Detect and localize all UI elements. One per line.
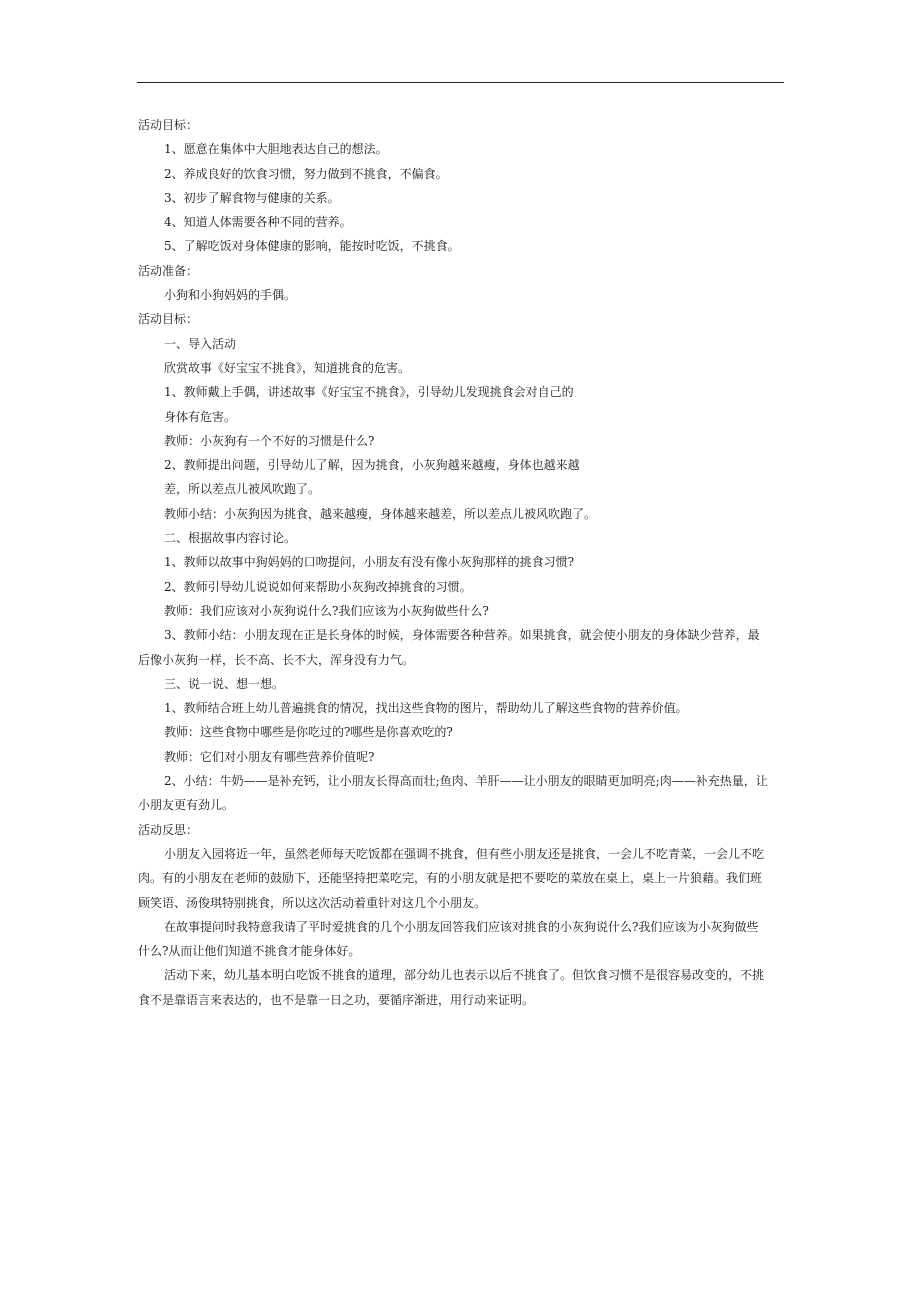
- text-line: 二、根据故事内容讨论。: [164, 531, 297, 546]
- text-line: 活动目标：: [138, 118, 199, 132]
- text-line: 教师：这些食物中哪些是你吃过的?哪些是你喜欢吃的?: [164, 725, 453, 740]
- text-line: 2、教师引导幼儿说说如何来帮助小灰狗改掉挑食的习惯。: [164, 579, 472, 594]
- text-line: 3、教师小结：小朋友现在正是长身体的时候，身体需要各种营养。如果挑食，就会使小朋友的身体缺少营养，最: [164, 628, 760, 643]
- text-line: 1、愿意在集体中大胆地表达自己的想法。: [164, 142, 388, 157]
- text-line: 4、知道人体需要各种不同的营养。: [164, 215, 352, 230]
- text-line: 5、了解吃饭对身体健康的影响，能按时吃饭，不挑食。: [164, 239, 460, 254]
- text-line: 2、小结：牛奶——是补充钙，让小朋友长得高而壮;鱼肉、羊肝——让小朋友的眼睛更加明亮;肉——补充热量，让: [164, 774, 768, 789]
- text-line: 1、教师结合班上幼儿普遍挑食的情况，找出这些食物的图片，帮助幼儿了解这些食物的营养价值。: [164, 701, 688, 716]
- text-line: 1、教师戴上手偶，讲述故事《好宝宝不挑食》，引导幼儿发现挑食会对自己的: [164, 385, 574, 400]
- document-body: [138, 113, 782, 1012]
- text-line: 在故事提问时我特意我请了平时爱挑食的几个小朋友回答我们应该对挑食的小灰狗说什么?我们应该为小灰狗做些: [164, 919, 759, 934]
- text-line: 一、导入活动: [164, 336, 237, 351]
- text-line: 三、说一说、想一想。: [164, 676, 285, 691]
- text-line: 小狗和小狗妈妈的手偶。: [164, 288, 297, 303]
- text-line: 教师：我们应该对小灰狗说什么?我们应该为小灰狗做些什么?: [164, 603, 489, 618]
- text-line: 活动反思：: [138, 822, 199, 837]
- text-line: 小朋友入园将近一年，虽然老师每天吃饭都在强调不挑食，但有些小朋友还是挑食，一会儿不吃青菜，一会儿不吃: [164, 846, 765, 861]
- text-line: 2、教师提出问题，引导幼儿了解，因为挑食，小灰狗越来越瘦，身体也越来越: [164, 458, 580, 473]
- text-line: 教师：小灰狗有一个不好的习惯是什么?: [164, 433, 375, 448]
- text-line: 活动准备：: [138, 263, 199, 278]
- text-line: 什么?从而让他们知道不挑食才能身体好。: [138, 944, 361, 959]
- text-line: 顾笑语、汤俊琪特别挑食，所以这次活动着重针对这几个小朋友。: [138, 895, 487, 910]
- text-line: 差，所以差点儿被风吹跑了。: [164, 482, 321, 497]
- text-line: 教师：它们对小朋友有哪些营养价值呢?: [164, 749, 375, 764]
- text-line: 后像小灰狗一样，长不高、长不大，浑身没有力气。: [138, 652, 415, 667]
- text-line: 活动下来，幼儿基本明白吃饭不挑食的道理，部分幼儿也表示以后不挑食了。但饮食习惯不是很容易改变的，不挑: [164, 968, 765, 983]
- text-line: 活动目标：: [138, 312, 199, 327]
- header-rule: [137, 82, 784, 83]
- text-line: 欣赏故事《好宝宝不挑食》，知道挑食的危害。: [164, 360, 411, 375]
- text-line: 2、养成良好的饮食习惯，努力做到不挑食，不偏食。: [164, 166, 448, 181]
- text-line: 身体有危害。: [164, 409, 237, 424]
- text-line: 1、教师以故事中狗妈妈的口吻提问，小朋友有没有像小灰狗那样的挑食习惯?: [164, 555, 575, 570]
- text-line: 小朋友更有劲儿。: [138, 798, 235, 813]
- text-line: 肉。有的小朋友在老师的鼓励下，还能坚持把菜吃完，有的小朋友就是把不要吃的菜放在桌上，桌上一片狼藉。我们班: [138, 871, 763, 886]
- text-line: 3、初步了解食物与健康的关系。: [164, 190, 340, 205]
- text-line: 食不是靠语言来表达的，也不是靠一日之功，要循序渐进，用行动来证明。: [138, 992, 535, 1007]
- text-line: 教师小结：小灰狗因为挑食，越来越瘦，身体越来越差，所以差点儿被风吹跑了。: [164, 506, 597, 521]
